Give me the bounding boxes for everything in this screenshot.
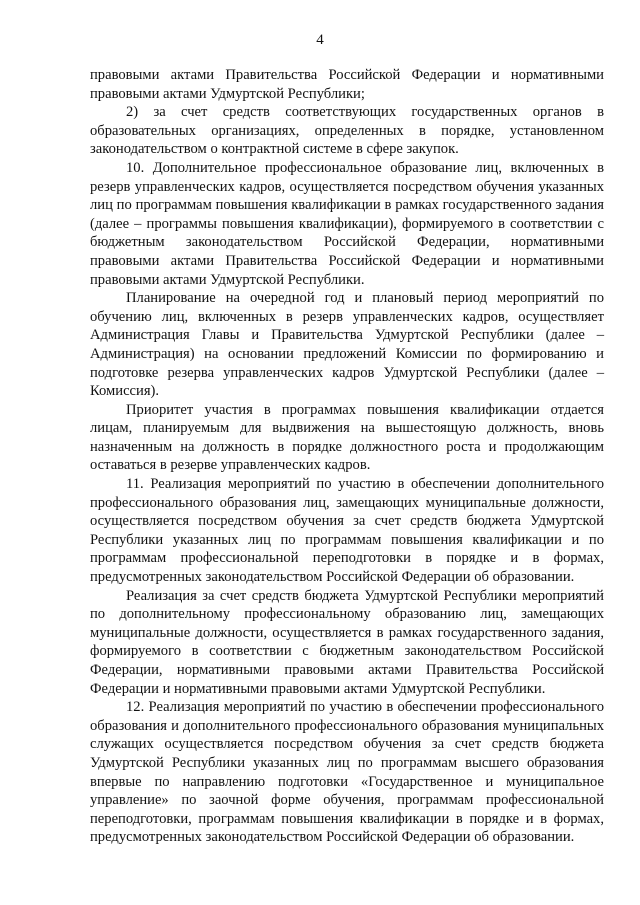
paragraph-priority: Приоритет участия в программах повышения квалификации отдается лицам, планируемым для выдвижения на вышестоящую должность, вновь назначенным на должность в порядке должностного роста и продолжающим оставаться в резерве управленческих кадров. — [90, 401, 604, 474]
paragraph-clause-12: 12. Реализация мероприятий по участию в обеспечении профессионального образования и дополнительного профессионального образования муниципальных служащих осуществляется посредством обучения за счет средств бюджета Удмуртской Республики указанных лиц по программам высшего образования впервые по направлению подготовки «Государственное и муниципальное управление» по заочной форме обучения, программам профессиональной переподготовки, программам повышения квалификации в порядке и в формах, предусмотренных законодательством Российской Федерации об образовании. — [90, 699, 604, 846]
paragraph-item-2: 2) за счет средств соответствующих государственных органов в образовательных организациях, определенных в порядке, установленном законодательством о контрактной системе в сфере закупок. — [90, 104, 604, 158]
paragraph-clause-11: 11. Реализация мероприятий по участию в обеспечении дополнительного профессионального образования лиц, замещающих муниципальные должности, осуществляется посредством обучения за счет средств бюджета Удмуртской Республики указанных лиц по программам повышения квалификации и по программам профессиональной переподготовки в порядке и в формах, предусмотренных законодательством Российской Федерации об образовании. — [90, 476, 604, 586]
paragraph-clause-10: 10. Дополнительное профессиональное образование лиц, включенных в резерв управленческих кадров, осуществляется посредством обучения указанных лиц по программам повышения квалификации в рамках государственного задания (далее – программы повышения квалификации), формируемого в соответствии с бюджетным законодательством Российской Федерации, нормативными правовыми актами Правительства Российской Федерации и нормативными правовыми актами Удмуртской Республики. — [90, 159, 604, 288]
document-body — [90, 66, 604, 847]
paragraph-continuation: правовыми актами Правительства Российской Федерации и нормативными правовыми актами Удмуртской Республики; — [90, 67, 604, 102]
paragraph-implementation: Реализация за счет средств бюджета Удмуртской Республики мероприятий по дополнительному профессиональному образованию лиц, замещающих муниципальные должности, осуществляется в рамках государственного задания, формируемого в соответствии с бюджетным законодательством Российской Федерации, нормативными правовыми актами Правительства Российской Федерации и нормативными правовыми актами Удмуртской Республики. — [90, 587, 604, 697]
paragraph-planning: Планирование на очередной год и плановый период мероприятий по обучению лиц, включенных в резерв управленческих кадров, осуществляет Администрация Главы и Правительства Удмуртской Республики (далее – Администрация) на основании предложений Комиссии по формированию и подготовке резерва управленческих кадров Удмуртской Республики (далее – Комиссия). — [90, 290, 604, 400]
page-number: 4 — [316, 32, 324, 48]
